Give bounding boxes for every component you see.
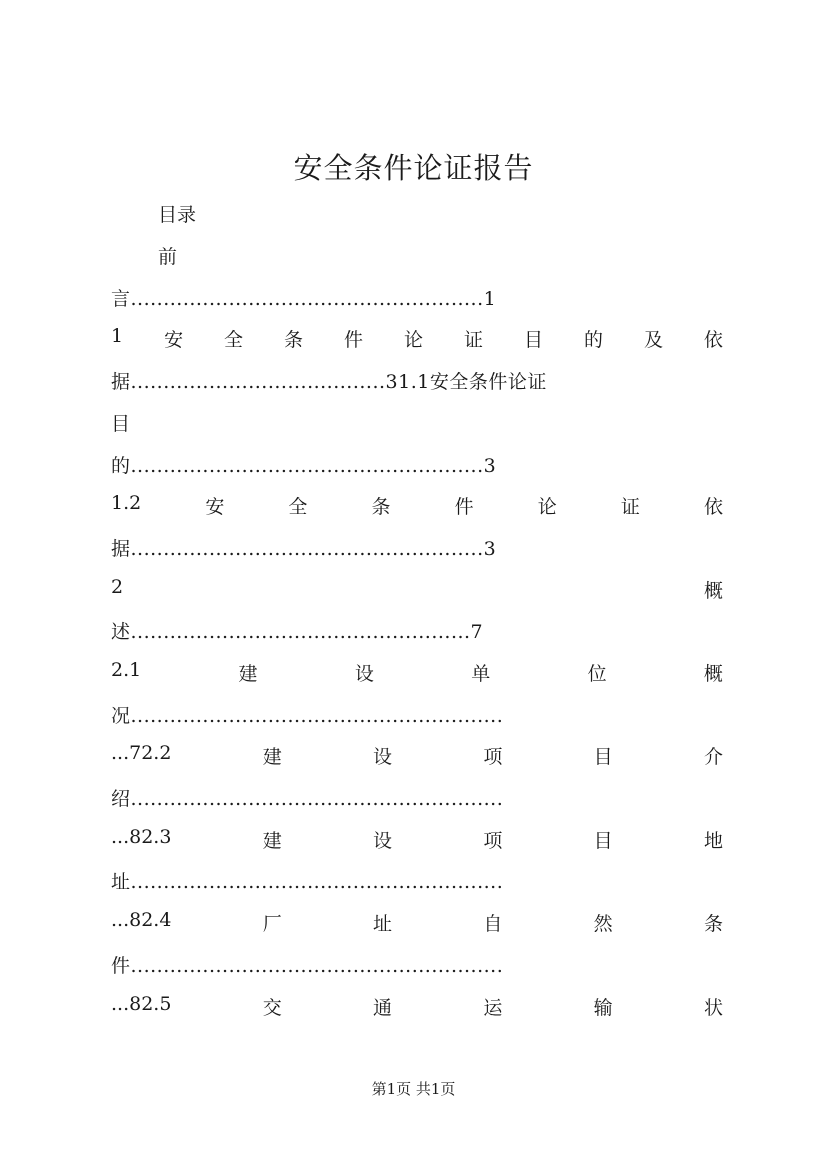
toc-line [111, 951, 745, 981]
toc-line-word: 及 [643, 329, 663, 351]
toc-line [158, 242, 792, 272]
toc-line [111, 576, 745, 606]
toc-line-word: 建 [262, 830, 282, 852]
toc-line [111, 784, 745, 814]
toc-line-word: ...72.2 [111, 742, 172, 764]
toc-line-word: 位 [587, 663, 607, 685]
toc-line-text: 言......................................................1 [111, 288, 497, 310]
toc-line-text: 况......................................................... [111, 705, 504, 727]
toc-line [111, 492, 745, 522]
toc-line-word: 安 [205, 496, 225, 518]
toc-line [111, 867, 745, 897]
toc-line [111, 534, 745, 564]
toc-line-word: 单 [471, 663, 491, 685]
toc-line-word: 证 [620, 496, 640, 518]
toc-line [111, 826, 745, 856]
toc-line-word: 论 [404, 329, 424, 351]
toc-line-word: 设 [373, 746, 393, 768]
toc-line-text: 的......................................................3 [111, 455, 497, 477]
toc-line-word: 条 [703, 913, 723, 935]
toc-line-word: 项 [483, 746, 503, 768]
toc-line-word: 自 [483, 913, 503, 935]
toc-line-word: 项 [483, 830, 503, 852]
toc-line-word: 的 [583, 329, 603, 351]
toc-line-word: 目 [593, 746, 613, 768]
toc-line-text: 绍......................................................... [111, 788, 504, 810]
toc-line-word: 2.1 [111, 659, 142, 681]
toc-line [111, 451, 745, 481]
toc-line [111, 409, 745, 439]
toc-line-word: 安 [164, 329, 184, 351]
toc-line-text: 件......................................................... [111, 955, 504, 977]
toc-line-word: 建 [262, 746, 282, 768]
toc-line-word: 条 [371, 496, 391, 518]
toc-line-word: 件 [344, 329, 364, 351]
toc-line-text: 据......................................................3 [111, 538, 497, 560]
toc-line-word: 依 [703, 329, 723, 351]
toc-line-word: 证 [463, 329, 483, 351]
toc-line-word: 状 [703, 997, 723, 1019]
toc-line-text: 目 [111, 413, 131, 435]
toc-line-word: 然 [593, 913, 613, 935]
toc-heading: 目录 [158, 204, 197, 226]
toc-line-word: 1.2 [111, 492, 142, 514]
toc-line-word: ...82.4 [111, 909, 172, 931]
toc-line-text: 址......................................................... [111, 871, 504, 893]
toc-line-word: 概 [703, 580, 723, 602]
toc-line-word: 论 [537, 496, 557, 518]
toc-line-word: 址 [373, 913, 393, 935]
toc-line-word: 目 [593, 830, 613, 852]
toc-line-word: 依 [703, 496, 723, 518]
toc-line-word: 介 [703, 746, 723, 768]
toc-line-word: 运 [483, 997, 503, 1019]
toc-line-word: 厂 [262, 913, 282, 935]
toc-line-word: ...82.5 [111, 993, 172, 1015]
toc-line-word: 概 [703, 663, 723, 685]
toc-line-word: ...82.3 [111, 826, 172, 848]
toc-line [111, 742, 745, 772]
toc-line [111, 909, 745, 939]
toc-line-word: 条 [284, 329, 304, 351]
toc-line [111, 284, 745, 314]
toc-line-word: 设 [354, 663, 374, 685]
toc-line [111, 617, 745, 647]
toc-line-word: 目 [523, 329, 543, 351]
toc-line-word: 全 [224, 329, 244, 351]
toc-line-word: 2 [111, 576, 124, 598]
toc-line-word: 通 [373, 997, 393, 1019]
toc-line [111, 325, 745, 355]
toc-line-word: 地 [703, 830, 723, 852]
page-footer: 第1页 共1页 [371, 1080, 456, 1098]
toc-line-word: 交 [262, 997, 282, 1019]
toc-line-word: 建 [238, 663, 258, 685]
toc-line [111, 993, 745, 1023]
toc-line-text: 前 [158, 246, 178, 268]
toc-line-text: 述....................................................7 [111, 621, 484, 643]
toc-line-word: 件 [454, 496, 474, 518]
toc-line [111, 367, 745, 397]
toc-line-word: 1 [111, 325, 124, 347]
document-title: 安全条件论证报告 [293, 151, 534, 185]
toc-line-word: 设 [373, 830, 393, 852]
toc-line [111, 659, 745, 689]
toc-line [111, 701, 745, 731]
toc-line-word: 全 [288, 496, 308, 518]
toc-line-word: 输 [593, 997, 613, 1019]
toc-line-text: 据.......................................31.1安全条件论证 [111, 371, 547, 393]
